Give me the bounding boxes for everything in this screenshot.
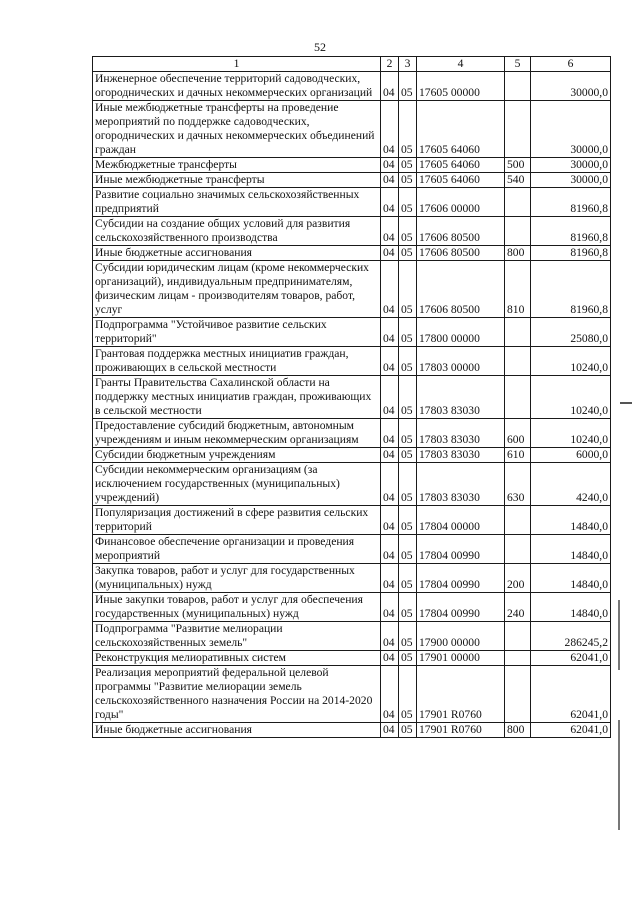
target-article-cell: 17901 R0760	[417, 723, 505, 738]
header-col-5: 5	[505, 57, 531, 72]
table-row	[93, 376, 611, 419]
expense-type-cell: 800	[505, 246, 531, 261]
subsection-code-cell: 05	[399, 72, 417, 101]
amount-cell: 62041,0	[531, 723, 611, 738]
target-article-cell: 17606 80500	[417, 261, 505, 318]
expense-type-cell	[505, 347, 531, 376]
target-article-cell: 17804 00000	[417, 506, 505, 535]
expense-type-cell	[505, 101, 531, 158]
amount-cell: 14840,0	[531, 593, 611, 622]
section-code-cell: 04	[381, 622, 399, 651]
target-article-cell: 17803 83030	[417, 463, 505, 506]
table-row	[93, 261, 611, 318]
amount-cell: 62041,0	[531, 666, 611, 723]
target-article-cell: 17606 00000	[417, 188, 505, 217]
table-row	[93, 158, 611, 173]
item-name-cell: Инженерное обеспечение территорий садоводческих, огороднических и дачных некоммерческих организаций	[93, 72, 381, 101]
table-row	[93, 666, 611, 723]
subsection-code-cell: 05	[399, 173, 417, 188]
target-article-cell: 17605 64060	[417, 101, 505, 158]
amount-cell: 14840,0	[531, 564, 611, 593]
header-col-6: 6	[531, 57, 611, 72]
expense-type-cell: 810	[505, 261, 531, 318]
section-code-cell: 04	[381, 506, 399, 535]
target-article-cell: 17901 R0760	[417, 666, 505, 723]
item-name-cell: Субсидии бюджетным учреждениям	[93, 448, 381, 463]
section-code-cell: 04	[381, 347, 399, 376]
item-name-cell: Предоставление субсидий бюджетным, автономным учреждениям и иным некоммерческим организациям	[93, 419, 381, 448]
section-code-cell: 04	[381, 666, 399, 723]
section-code-cell: 04	[381, 217, 399, 246]
target-article-cell: 17900 00000	[417, 622, 505, 651]
expense-type-cell: 610	[505, 448, 531, 463]
item-name-cell: Межбюджетные трансферты	[93, 158, 381, 173]
section-code-cell: 04	[381, 376, 399, 419]
item-name-cell: Иные бюджетные ассигнования	[93, 246, 381, 261]
amount-cell: 14840,0	[531, 535, 611, 564]
target-article-cell: 17804 00990	[417, 593, 505, 622]
section-code-cell: 04	[381, 158, 399, 173]
item-name-cell: Финансовое обеспечение организации и проведения мероприятий	[93, 535, 381, 564]
expense-type-cell	[505, 651, 531, 666]
section-code-cell: 04	[381, 651, 399, 666]
item-name-cell: Субсидии на создание общих условий для развития сельскохозяйственного производства	[93, 217, 381, 246]
item-name-cell: Субсидии некоммерческим организациям (за исключением государственных (муниципальных) учреждений)	[93, 463, 381, 506]
amount-cell: 30000,0	[531, 72, 611, 101]
expense-type-cell: 500	[505, 158, 531, 173]
table-row	[93, 651, 611, 666]
target-article-cell: 17803 83030	[417, 448, 505, 463]
subsection-code-cell: 05	[399, 261, 417, 318]
target-article-cell: 17800 00000	[417, 318, 505, 347]
section-code-cell: 04	[381, 72, 399, 101]
amount-cell: 6000,0	[531, 448, 611, 463]
subsection-code-cell: 05	[399, 593, 417, 622]
subsection-code-cell: 05	[399, 419, 417, 448]
table-row	[93, 173, 611, 188]
expense-type-cell	[505, 376, 531, 419]
subsection-code-cell: 05	[399, 723, 417, 738]
table-row	[93, 101, 611, 158]
subsection-code-cell: 05	[399, 347, 417, 376]
subsection-code-cell: 05	[399, 535, 417, 564]
target-article-cell: 17605 00000	[417, 72, 505, 101]
target-article-cell: 17605 64060	[417, 158, 505, 173]
item-name-cell: Субсидии юридическим лицам (кроме некоммерческих организаций), индивидуальным предпринимателям, физическим лицам - производителям товаров, работ, услуг	[93, 261, 381, 318]
scan-dash-mark	[620, 402, 632, 404]
amount-cell: 30000,0	[531, 173, 611, 188]
section-code-cell: 04	[381, 564, 399, 593]
subsection-code-cell: 05	[399, 564, 417, 593]
scan-edge-mark	[618, 600, 620, 670]
item-name-cell: Подпрограмма "Устойчивое развитие сельских территорий"	[93, 318, 381, 347]
section-code-cell: 04	[381, 188, 399, 217]
section-code-cell: 04	[381, 419, 399, 448]
expense-type-cell: 800	[505, 723, 531, 738]
item-name-cell: Подпрограмма "Развитие мелиорации сельскохозяйственных земель"	[93, 622, 381, 651]
item-name-cell: Иные бюджетные ассигнования	[93, 723, 381, 738]
amount-cell: 62041,0	[531, 651, 611, 666]
section-code-cell: 04	[381, 593, 399, 622]
subsection-code-cell: 05	[399, 318, 417, 347]
section-code-cell: 04	[381, 448, 399, 463]
expense-type-cell	[505, 72, 531, 101]
subsection-code-cell: 05	[399, 448, 417, 463]
subsection-code-cell: 05	[399, 188, 417, 217]
header-col-2: 2	[381, 57, 399, 72]
subsection-code-cell: 05	[399, 666, 417, 723]
item-name-cell: Реконструкция мелиоративных систем	[93, 651, 381, 666]
target-article-cell: 17804 00990	[417, 535, 505, 564]
page-number: 52	[314, 40, 326, 54]
amount-cell: 10240,0	[531, 376, 611, 419]
subsection-code-cell: 05	[399, 217, 417, 246]
amount-cell: 14840,0	[531, 506, 611, 535]
subsection-code-cell: 05	[399, 101, 417, 158]
expense-type-cell	[505, 318, 531, 347]
budget-table	[92, 56, 611, 738]
item-name-cell: Популяризация достижений в сфере развития сельских территорий	[93, 506, 381, 535]
expense-type-cell	[505, 535, 531, 564]
item-name-cell: Иные закупки товаров, работ и услуг для обеспечения государственных (муниципальных) нужд	[93, 593, 381, 622]
section-code-cell: 04	[381, 101, 399, 158]
table-row	[93, 448, 611, 463]
expense-type-cell: 540	[505, 173, 531, 188]
section-code-cell: 04	[381, 723, 399, 738]
amount-cell: 4240,0	[531, 463, 611, 506]
target-article-cell: 17803 00000	[417, 347, 505, 376]
header-row	[93, 57, 611, 72]
header-col-1: 1	[93, 57, 381, 72]
amount-cell: 81960,8	[531, 261, 611, 318]
header-col-3: 3	[399, 57, 417, 72]
target-article-cell: 17606 80500	[417, 217, 505, 246]
section-code-cell: 04	[381, 318, 399, 347]
subsection-code-cell: 05	[399, 506, 417, 535]
table-row	[93, 347, 611, 376]
table-row	[93, 318, 611, 347]
subsection-code-cell: 05	[399, 463, 417, 506]
table-row	[93, 419, 611, 448]
amount-cell: 30000,0	[531, 158, 611, 173]
table-row	[93, 506, 611, 535]
target-article-cell: 17804 00990	[417, 564, 505, 593]
item-name-cell: Реализация мероприятий федеральной целевой программы "Развитие мелиорации земель сельскохозяйственного назначения России на 2014-2020 годы"	[93, 666, 381, 723]
target-article-cell: 17803 83030	[417, 376, 505, 419]
expense-type-cell	[505, 506, 531, 535]
amount-cell: 10240,0	[531, 347, 611, 376]
table-row	[93, 723, 611, 738]
table-row	[93, 622, 611, 651]
table-row	[93, 188, 611, 217]
expense-type-cell	[505, 666, 531, 723]
section-code-cell: 04	[381, 463, 399, 506]
target-article-cell: 17901 00000	[417, 651, 505, 666]
subsection-code-cell: 05	[399, 158, 417, 173]
subsection-code-cell: 05	[399, 651, 417, 666]
section-code-cell: 04	[381, 535, 399, 564]
subsection-code-cell: 05	[399, 376, 417, 419]
table-row	[93, 593, 611, 622]
table-row	[93, 217, 611, 246]
expense-type-cell	[505, 622, 531, 651]
section-code-cell: 04	[381, 173, 399, 188]
amount-cell: 81960,8	[531, 217, 611, 246]
target-article-cell: 17605 64060	[417, 173, 505, 188]
table-body	[93, 72, 611, 738]
amount-cell: 286245,2	[531, 622, 611, 651]
amount-cell: 25080,0	[531, 318, 611, 347]
amount-cell: 30000,0	[531, 101, 611, 158]
subsection-code-cell: 05	[399, 622, 417, 651]
table-row	[93, 564, 611, 593]
table-row	[93, 72, 611, 101]
header-col-4: 4	[417, 57, 505, 72]
scan-edge-mark	[618, 720, 620, 830]
amount-cell: 10240,0	[531, 419, 611, 448]
expense-type-cell: 200	[505, 564, 531, 593]
table-row	[93, 463, 611, 506]
target-article-cell: 17803 83030	[417, 419, 505, 448]
item-name-cell: Иные межбюджетные трансферты на проведение мероприятий по поддержке садоводческих, огороднических и дачных некоммерческих объединений граждан	[93, 101, 381, 158]
expense-type-cell	[505, 217, 531, 246]
subsection-code-cell: 05	[399, 246, 417, 261]
section-code-cell: 04	[381, 261, 399, 318]
expense-type-cell: 630	[505, 463, 531, 506]
amount-cell: 81960,8	[531, 188, 611, 217]
item-name-cell: Развитие социально значимых сельскохозяйственных предприятий	[93, 188, 381, 217]
expense-type-cell: 600	[505, 419, 531, 448]
table-row	[93, 535, 611, 564]
expense-type-cell: 240	[505, 593, 531, 622]
section-code-cell: 04	[381, 246, 399, 261]
table-row	[93, 246, 611, 261]
item-name-cell: Гранты Правительства Сахалинской области на поддержку местных инициатив граждан, проживающих в сельской местности	[93, 376, 381, 419]
expense-type-cell	[505, 188, 531, 217]
target-article-cell: 17606 80500	[417, 246, 505, 261]
amount-cell: 81960,8	[531, 246, 611, 261]
item-name-cell: Грантовая поддержка местных инициатив граждан, проживающих в сельской местности	[93, 347, 381, 376]
item-name-cell: Иные межбюджетные трансферты	[93, 173, 381, 188]
item-name-cell: Закупка товаров, работ и услуг для государственных (муниципальных) нужд	[93, 564, 381, 593]
table-header	[93, 57, 611, 72]
